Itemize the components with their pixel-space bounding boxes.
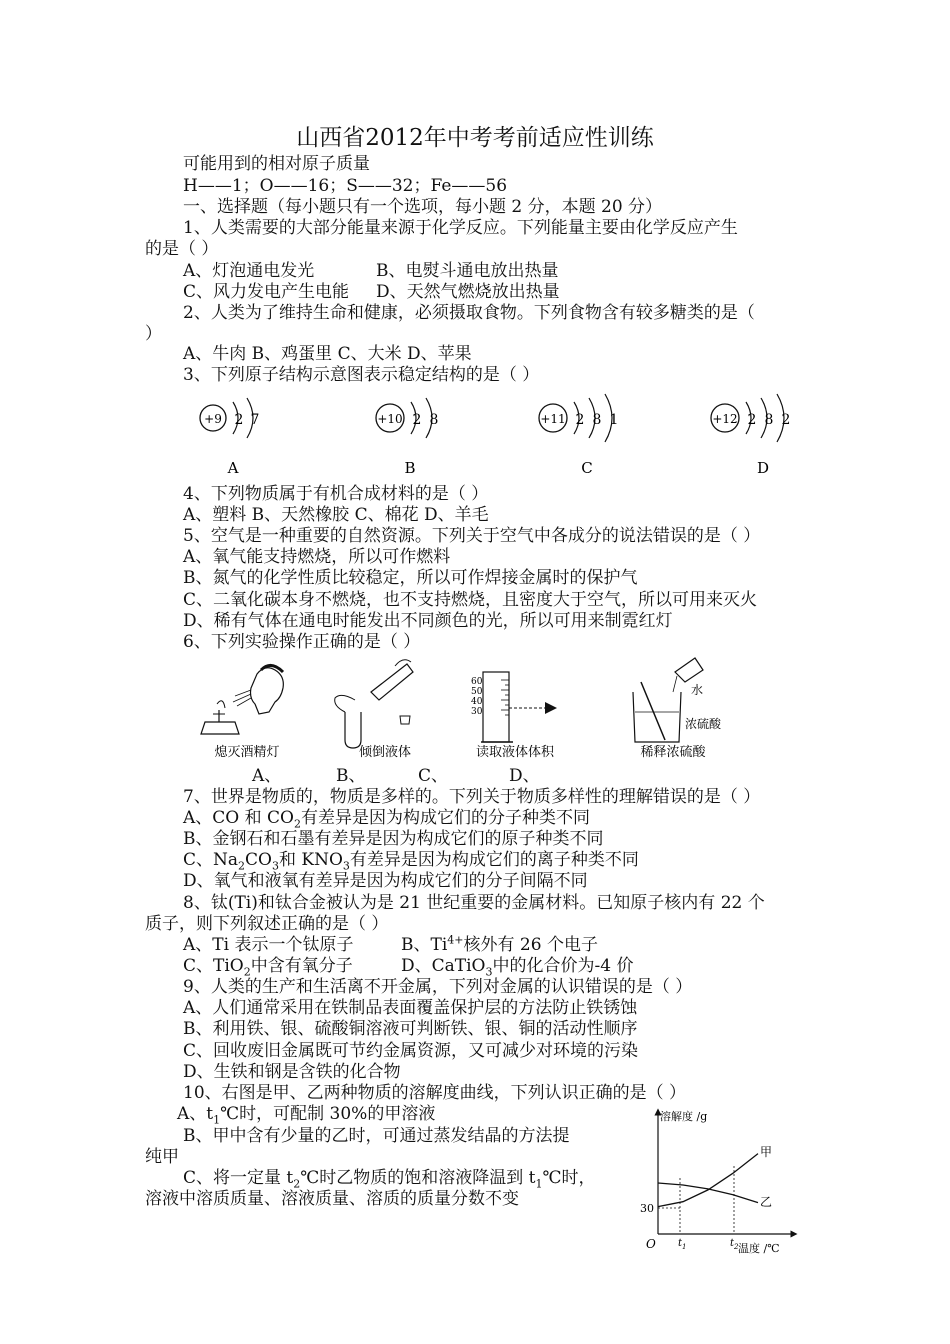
q1-option-a: A、灯泡通电发光 [183,261,315,281]
electron-count: 2 [234,412,244,428]
q10-option-c-cont: 溶液中溶质质量、溶液质量、溶质的质量分数不变 [145,1189,519,1209]
atom-label: C [581,459,593,477]
scale-tick: 40 [471,697,483,707]
atom-a [200,398,259,477]
q10-stem: 10、右图是甲、乙两种物质的溶解度曲线，下列认识正确的是（ ） [183,1083,687,1103]
q6-letter-c: C、 [418,766,449,786]
q10-option-a: A、$t_1℃$时，可配制 30%的甲溶液 [177,1104,436,1127]
intro-line-1: 可能用到的相对原子质量 [183,154,370,174]
electron-count: 8 [764,412,774,428]
nucleus-charge: +11 [540,412,566,426]
electron-count: 7 [250,412,260,428]
page-title: 山西省2012年中考考前适应性训练 [296,125,654,151]
atom-c [539,394,618,477]
q7-option-b: B、金钢石和石墨有差异是因为构成它们的原子种类不同 [183,829,604,849]
q8-option-d: D、CaTiO$_3$中的化合价为-4 价 [401,956,634,979]
q1-stem-cont: 的是（ ） [145,239,219,259]
origin-label: O [646,1237,656,1251]
q10-option-b: B、甲中含有少量的乙时，可通过蒸发结晶的方法提 [183,1126,570,1146]
q9-option-b: B、利用铁、银、硫酸铜溶液可判断铁、银、铜的活动性顺序 [183,1019,638,1039]
figure-read-volume [471,672,557,760]
nucleus-charge: +12 [712,412,738,426]
q9-option-d: D、生铁和钢是含铁的化合物 [183,1062,401,1082]
figure-extinguish-lamp [201,665,283,760]
x-axis-label: 温度 /℃ [738,1242,780,1255]
intro-line-2: H——1；O——16；S——32；Fe——56 [183,176,508,196]
electron-count: 2 [575,412,585,428]
q1-stem: 1、人类需要的大部分能量来源于化学反应。下列能量主要由化学反应产生 [183,218,738,238]
electron-count: 2 [747,412,757,428]
nucleus-charge: +9 [204,412,222,426]
series-jia-label: 甲 [760,1145,773,1159]
atom-label: B [404,459,416,477]
series-yi-line [658,1183,758,1203]
q5-option-a: A、氧气能支持燃烧，所以可作燃料 [183,547,451,567]
q6-stem: 6、下列实验操作正确的是（ ） [183,632,421,652]
electron-count: 2 [781,412,791,428]
scale-tick: 50 [471,687,483,697]
q9-option-c: C、回收废旧金属既可节约金属资源，又可减少对环境的污染 [183,1041,639,1061]
q8-stem: 8、钛(Ti)和钛合金被认为是 21 世纪重要的金属材料。已知原子核内有 22 个 [183,893,765,913]
q2-stem-cont: ） [145,324,162,344]
q10-option-c: C、将一定量 $t_2℃$时乙物质的饱和溶液降温到 $t_1℃$时， [183,1168,596,1191]
q8-option-a: A、Ti 表示一个钛原子 [183,935,354,955]
q7-option-c: C、$Na_2CO_3$和 $KNO_3$有差异是因为构成它们的离子种类不同 [183,850,639,873]
electron-count: 2 [412,412,422,428]
q9-stem: 9、人类的生产和生活离不开金属，下列对金属的认识错误的是（ ） [183,977,693,997]
q5-stem: 5、空气是一种重要的自然资源。下列关于空气中各成分的说法错误的是（ ） [183,526,761,546]
solubility-curve-chart [630,1106,805,1256]
atom-d [711,394,790,477]
electron-count: 8 [592,412,602,428]
figure-pour-liquid [335,660,413,760]
q8-option-b: B、$Ti^{4+}$核外有 26 个电子 [401,933,598,955]
x-tick-t2: $t_2$ [730,1238,739,1251]
q6-letter-b: B、 [336,766,366,786]
q2-options: A、牛肉 B、鸡蛋里 C、大米 D、苹果 [183,344,472,364]
atom-b [376,398,438,477]
series-yi-label: 乙 [760,1195,773,1209]
q4-stem: 4、下列物质属于有机合成材料的是（ ） [183,484,489,504]
q1-option-c: C、风力发电产生电能 [183,282,350,302]
q1-option-b: B、电熨斗通电放出热量 [376,261,559,281]
caption-a: 熄灭酒精灯 [214,745,280,760]
series-jia-line [658,1154,758,1207]
q5-option-b: B、氮气的化学性质比较稳定，所以可作焊接金属时的保护气 [183,568,638,588]
q1-option-d: D、天然气燃烧放出热量 [376,282,560,302]
q7-option-a: A、CO 和 $CO_2$有差异是因为构成它们的分子种类不同 [183,808,590,831]
section-heading: 一、选择题（每小题只有一个选项，每小题 2 分，本题 20 分） [183,197,663,217]
q5-option-d: D、稀有气体在通电时能发出不同颜色的光，所以可用来制霓红灯 [183,611,673,631]
atom-label: D [756,459,770,477]
q7-option-d: D、氧气和液氧有差异是因为构成它们的分子间隔不同 [183,871,588,891]
figure-dilute-acid [633,658,722,760]
acid-label: 浓硫酸 [685,717,722,731]
nucleus-charge: +10 [377,412,403,426]
q10-option-b-cont: 纯甲 [145,1147,179,1167]
lab-operation-figures [195,652,765,762]
q6-letter-a: A、 [252,766,282,786]
q8-option-c: C、TiO$_2$中含有氧分子 [183,956,353,979]
atom-structure-diagrams [185,388,825,480]
q4-options: A、塑料 B、天然橡胶 C、棉花 D、羊毛 [183,505,489,525]
atom-label: A [227,459,239,477]
q7-stem: 7、世界是物质的，物质是多样的。下列关于物质多样性的理解错误的是（ ） [183,787,761,807]
y-tick-30: 30 [640,1202,654,1215]
electron-count: 1 [609,412,619,428]
water-label: 水 [691,683,704,697]
eye-icon [545,702,557,714]
electron-count: 8 [429,412,439,428]
scale-tick: 30 [471,707,483,717]
q9-option-a: A、人们通常采用在铁制品表面覆盖保护层的方法防止铁锈蚀 [183,998,638,1018]
caption-d: 稀释浓硫酸 [640,745,706,760]
q3-stem: 3、下列原子结构示意图表示稳定结构的是（ ） [183,365,540,385]
x-tick-t1: $t_1$ [678,1238,687,1251]
q8-stem-cont: 质子，则下列叙述正确的是（ ） [145,914,389,934]
q6-letter-d: D、 [509,766,540,786]
caption-c: 读取液体体积 [475,745,555,760]
q5-option-c: C、二氧化碳本身不燃烧，也不支持燃烧，且密度大于空气，所以可用来灭火 [183,590,758,610]
q2-stem: 2、人类为了维持生命和健康，必须摄取食物。下列食物含有较多糖类的是（ [183,303,755,323]
y-axis-label: 溶解度 /g [660,1110,708,1123]
caption-b: 倾倒液体 [358,745,412,760]
scale-tick: 60 [471,677,483,687]
